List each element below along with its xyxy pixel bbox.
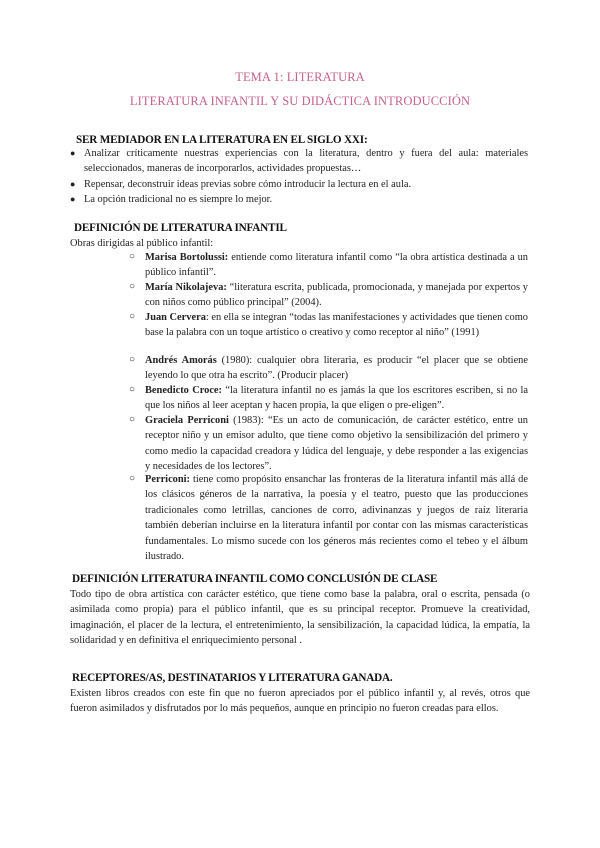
bullet-text: La opción tradicional no es siempre lo mejor. (84, 194, 273, 205)
list-item (70, 146, 528, 177)
definition-item-nikolajeva (129, 280, 528, 311)
bullet-text: Analizar críticamente nuestras experiencias con la literatura, dentro y fuera del aula: materiales seleccionados, maneras de incorporarlos, actividades propuestas… (84, 148, 528, 175)
author-name: María Nikolajeva: (145, 282, 227, 293)
circle-bullet-icon: ○ (129, 414, 136, 425)
list-item (70, 177, 528, 192)
definition-item-perriconi (129, 472, 528, 564)
document-title: TEMA 1: LITERATURA (235, 70, 365, 84)
definition-text: entiende como literatura infantil como “la obra artística destinada a un público infantil”. (145, 252, 528, 279)
section-heading-definicion: DEFINICIÓN DE LITERATURA INFANTIL (74, 222, 287, 234)
definition-text: : en ella se integran “todas las manifestaciones y actividades que tienen como base la palabra con un toque artístico o creativo y como receptor al niño” (1991) (145, 312, 529, 339)
definition-text: “literatura escrita, publicada, promocionada, y manejada por expertos y con niños como público principal” (2004). (145, 282, 528, 309)
definition-intro: Obras dirigidas al público infantil: (70, 238, 214, 249)
bullet-icon: ● (70, 194, 76, 204)
circle-bullet-icon: ○ (129, 311, 136, 322)
document-subtitle: LITERATURA INFANTIL Y SU DIDÁCTICA INTRODUCCIÓN (129, 94, 471, 108)
receptores-paragraph: Existen libros creados con este fin que no fueron apreciados por el público infantil y, al revés, otros que fueron asimilados y disfrutados por lo más pequeños, aunque en principio no fueron creadas para ellos. (70, 688, 530, 715)
list-item (70, 192, 528, 207)
author-name: Graciela Perriconi (145, 415, 229, 426)
circle-bullet-icon: ○ (129, 384, 136, 395)
definition-item-croce (129, 383, 528, 414)
circle-bullet-icon: ○ (129, 251, 136, 262)
bullet-text: Repensar, deconstruir ideas previas sobre cómo introducir la lectura en el aula. (84, 179, 412, 190)
bullet-icon: ● (70, 179, 76, 189)
circle-bullet-icon: ○ (129, 473, 136, 484)
definition-item-cervera (129, 310, 529, 341)
author-name: Perriconi: (145, 474, 191, 485)
definition-text: (1983): “Es un acto de comunicación, de carácter estético, entre un receptor niño y un emisor adulto, que tiene como objetivo la sensibilización del primero y como medio la capacidad creadora y lúdica del lenguaje, y debe responder a las exigencias y necesidades de los lectores”. (145, 415, 528, 473)
author-name: Andrés Amorás (145, 355, 217, 366)
definition-text: (1980): cualquier obra literaria, es producir “el placer que se obtiene leyendo lo que otra ha escrito”. (Producir placer) (145, 355, 528, 382)
definition-item-amoras (129, 353, 528, 384)
author-name: Benedicto Croce: (145, 385, 223, 396)
section-heading-receptores: RECEPTORES/AS, DESTINATARIOS Y LITERATURA GANADA. (72, 672, 393, 684)
circle-bullet-icon: ○ (129, 354, 136, 365)
definition-item-perriconi-1983 (129, 413, 528, 475)
definition-text: tiene como propósito ensanchar las fronteras de la literatura infantil más allá de los clásicos géneros de la narrativa, la poesía y el teatro, puesto que las producciones tradicionales como letrillas, canciones de corro, adivinanzas y juegos de raíz literaria también deberían incluirse en la literatura infantil por contar con las mismas características fundamentales. Lo mismo sucede con los géneros más recientes como el tebeo y el álbum ilustrado. (145, 474, 528, 563)
circle-bullet-icon: ○ (129, 281, 136, 292)
definition-text: “la literatura infantil no es jamás la que los escritores escriben, si no la que los niños al leer aceptan y hacen propia, la que eligen o pre-eligen”. (145, 385, 528, 412)
conclusion-paragraph: Todo tipo de obra artística con carácter estético, que tiene como base la palabra, oral o escrita, pensada (o asimilada como propia) para el público infantil, que es su principal receptor. Promueve la creatividad, imaginación, el placer de la lectura, el entretenimiento, la sensibilización, la capacidad lúdica, la empatía, la solidaridad y en definitiva el enriquecimiento personal . (70, 589, 530, 647)
author-name: Marisa Bortolussi: (145, 252, 229, 263)
author-name: Juan Cervera (145, 312, 206, 323)
section-heading-conclusion: DEFINICIÓN LITERATURA INFANTIL COMO CONCLUSIÓN DE CLASE (72, 573, 438, 585)
definition-item-bortolussi (129, 250, 528, 281)
bullet-icon: ● (70, 148, 76, 158)
section-heading-mediador: SER MEDIADOR EN LA LITERATURA EN EL SIGLO XXI: (76, 134, 368, 146)
